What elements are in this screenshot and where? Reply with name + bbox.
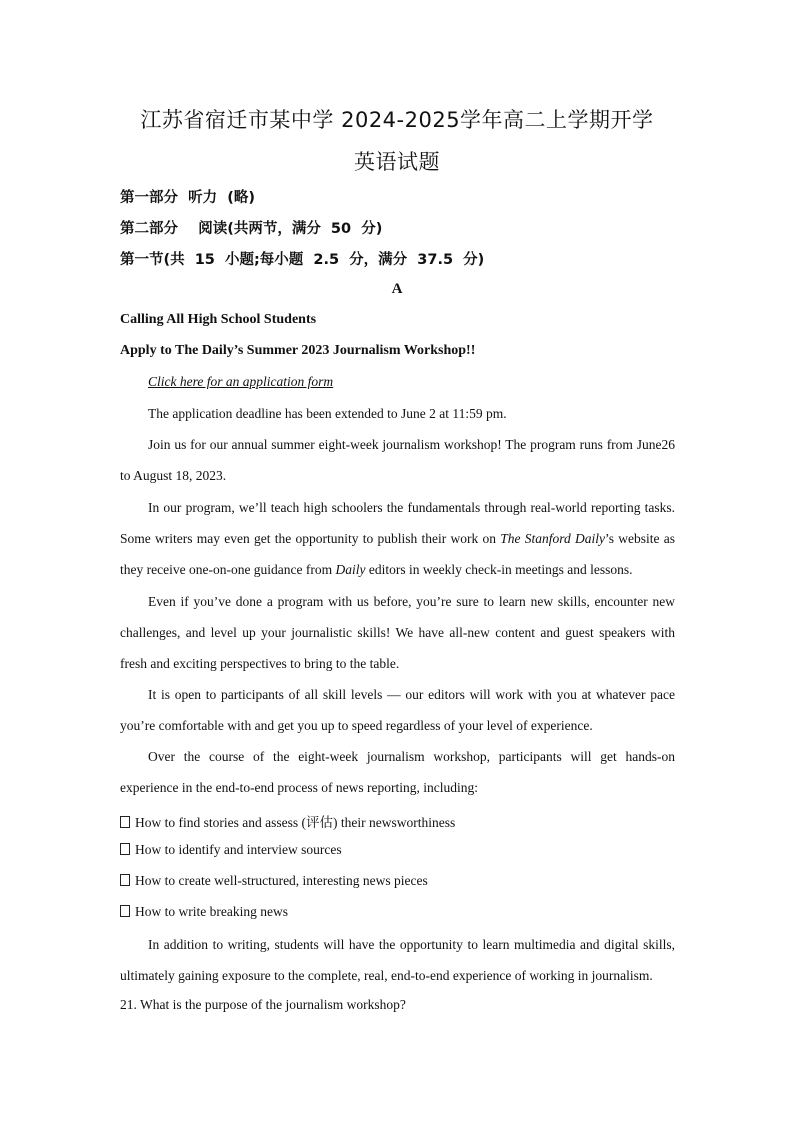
passage-heading-2: Apply to The Daily’s Summer 2023 Journalism Workshop!! [120, 343, 476, 358]
list-item: How to write breaking news [120, 904, 288, 920]
p3-text-a: In our program, we’ll teach high schoolers the fundamentals through real-world reporting tasks. Some writers may even get the opportunity to publish their work on [120, 500, 675, 547]
page-title: 江苏省宿迁市某中学 2024-2025学年高二上学期开学 [140, 108, 654, 132]
paragraph-program-description [120, 492, 675, 586]
page-subtitle: 英语试题 [354, 150, 440, 174]
checkbox-square-icon [120, 843, 130, 855]
list-item: How to find stories and assess (评估) their newsworthiness [120, 811, 455, 831]
paragraph-returning-participants: Even if you’ve done a program with us before, you’re sure to learn new skills, encounter new challenges, and level up your journalistic skills! We have all-new content and guest speakers with fresh and exciting perspectives to bring to the table. [120, 594, 675, 672]
part-two-heading: 第二部分 阅读(共两节，满分 50 分) [120, 221, 383, 237]
p3-text-b: ’s website as they receive one-on-one guidance from [120, 531, 675, 578]
checkbox-square-icon [120, 905, 130, 917]
paragraph-hands-on-experience: Over the course of the eight-week journalism workshop, participants will get hands-on experience in the end-to-end process of news reporting, including: [120, 749, 675, 796]
list-item: How to create well-structured, interesting news pieces [120, 873, 428, 889]
paragraph-skill-levels: It is open to participants of all skill levels — our editors will work with you at whatever pace you’re comfortable with and get you up to speed regardless of your level of experience. [120, 687, 675, 734]
p3-daily-name: Daily [335, 562, 366, 578]
passage-label: A [391, 281, 403, 297]
part-one-heading: 第一部分 听力 (略) [120, 190, 255, 206]
p3-text-c: editors in weekly check-in meetings and lessons. [365, 562, 633, 578]
application-form-link[interactable]: Click here for an application form [148, 374, 334, 389]
paragraph-deadline: The application deadline has been extended to June 2 at 11:59 pm. [148, 406, 507, 421]
list-item: How to identify and interview sources [120, 842, 342, 858]
checkbox-square-icon [120, 816, 130, 828]
passage-heading-1: Calling All High School Students [120, 312, 317, 327]
checkbox-square-icon [120, 874, 130, 886]
section-one-heading: 第一节(共 15 小题;每小题 2.5 分，满分 37.5 分) [120, 252, 485, 268]
question-21: 21. What is the purpose of the journalism workshop? [120, 997, 406, 1012]
paragraph-multimedia-skills: In addition to writing, students will have the opportunity to learn multimedia and digital skills, ultimately gaining exposure to the complete, real, end-to-end experience of working in journalism. [120, 937, 675, 984]
paragraph-program-dates: Join us for our annual summer eight-week journalism workshop! The program runs from June26 to August 18, 2023. [120, 437, 675, 484]
p3-publication-name: The Stanford Daily [500, 531, 605, 547]
